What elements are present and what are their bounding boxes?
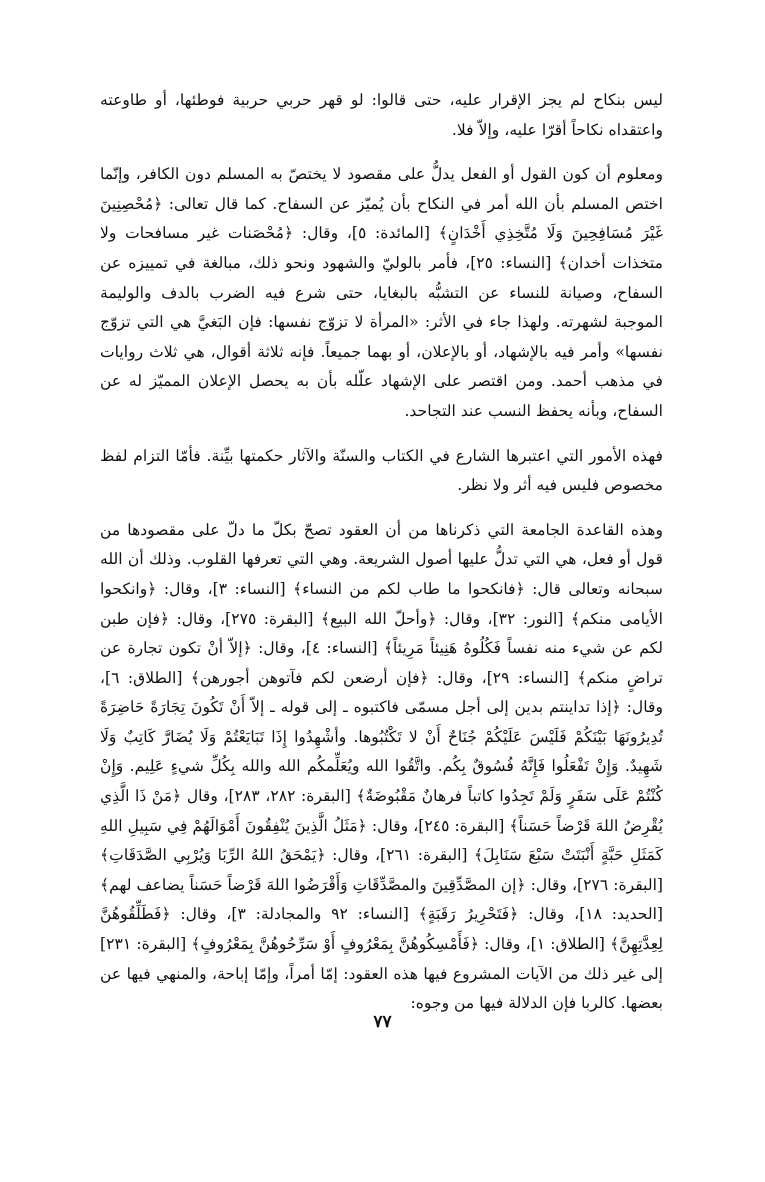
paragraph-3: فهذه الأمور التي اعتبرها الشارع في الكتاب والسنّة والآثار حكمتها بيِّنة. فأمّا التزام لفظ مخصوص فليس فيه أثر ولا نظر. <box>100 446 663 495</box>
paragraph-2: ومعلوم أن كون القول أو الفعل يدلُّ على مقصود لا يختصّ به المسلم دون الكافر، وإنّما اختص المسلم بأن الله أمر في النكاح بأن يُميّز عن السفاح. كما قال تعالى: ﴿مُحْصِنِينَ غَيْرَ مُسَافِحِينَ وَلَا مُتَّخِذِي أَخْدَانٍ﴾ [المائدة: ٥]، وقال: ﴿مُحْصَنات غير مسافحات ولا متخذات أخدان﴾ [النساء: ٢٥]، فأمر بالوليّ والشهود ونحو ذلك، مبالغة في تمييزه عن السفاح، وصيانة للنساء عن التشبُّه بالبغايا، حتى شرع فيه الضرب بالدف والوليمة الموجبة لشهرته. ولهذا جاء في الأثر: «المرأة لا تزوّج نفسها: فإن البَغيَّ هي التي تزوّج نفسها» وأمر فيه بالإشهاد، أو بالإعلان، أو بهما جميعاً. فإنه ثلاثة أقوال، هي ثلاث روايات في مذهب أحمد. ومن اقتصر على الإشهاد علّله بأن به يحصل الإعلان المميّز له عن السفاح، وبأنه يحفظ النسب عند التجاحد. <box>100 165 663 420</box>
paragraph-4: وهذه القاعدة الجامعة التي ذكرناها من أن العقود تصحّ بكلّ ما دلّ على مقصودها من قول أو فعل، هي التي تدلُّ عليها أصول الشريعة. وهي التي تعرفها القلوب. وذلك أن الله سبحانه وتعالى قال: ﴿فانكحوا ما طاب لكم من النساء﴾ [النساء: ٣]، وقال: ﴿وانكحوا الأيامى منكم﴾ [النور: ٣٢]، وقال: ﴿وأحلّ الله البيع﴾ [البقرة: ٢٧٥]، وقال: ﴿فإن طبن لكم عن شيء منه نفساً فَكُلُوهُ هَنِيئاً مَرِيئاً﴾ [النساء: ٤]، وقال: ﴿إلاّ أنْ تكون تجارة عن تراضٍ منكم﴾ [النساء: ٢٩]، وقال: ﴿فإن أرضعن لكم فآتوهن أجورهن﴾ [الطلاق: ٦]، وقال: ﴿إذا تداينتم بدين إلى أجل مسمّى فاكتبوه ـ إلى قوله ـ إلاّ أَنْ تَكُونَ تِجَارَةً حَاضِرَةً تُدِيرُونَهَا بَيْنَكُمْ فَلَيْسَ عَلَيْكُمْ جُنَاحٌ أَنْ لا تَكْتُبُوها. وأشْهِدُوا إِذَا تَبَايَعْتُمْ وَلَا يُضَارَّ كَاتِبٌ وَلَا شَهِيدٌ. وَإِنْ تَفْعَلُوا فَإِنَّهُ فُسُوقٌ بِكُم. واتَّقُوا الله ويُعَلِّمكُم الله والله بِكُلِّ شيءٍ عَلِيم. وَإِنْ كُنْتُمْ عَلَى سَفَرٍ وَلَمْ تَجِدُوا كاتباً فرهانٌ مَقْبُوضَةٌ﴾ [البقرة: ٢٨٢، ٢٨٣]، وقال ﴿مَنْ ذَا الَّذِي يُقْرِضُ اللهَ قَرْضاً حَسَناً﴾ [البقرة: ٢٤٥]، وقال: ﴿مَثَلُ الَّذِينَ يُنْفِقُونَ أَمْوَالَهُمْ فِي سَبِيلِ اللهِ كَمَثَلِ حَبَّةٍ أَنْبَتَتْ سَبْعَ سَنَابِلَ﴾ [البقرة: ٢٦١]، وقال: ﴿يَمْحَقُ اللهُ الرِّبَا وَيُرْبِي الصَّدَقَاتِ﴾ [البقرة: ٢٧٦]، وقال: ﴿إن المصَّدِّقِينَ والمصَّدِّقَاتِ وَأَقْرَضُوا اللهَ قَرْضاً حَسَناً يضاعف لهم﴾ [الحديد: ١٨]، وقال: ﴿فَتَحْرِيرُ رَقَبَةٍ﴾ [النساء: ٩٢ والمجادلة: ٣]، وقال: ﴿فَطَلِّقُوهُنَّ لِعِدَّتِهِنَّ﴾ [الطلاق: ١]، وقال: ﴿فَأَمْسِكُوهُنَّ بِمَعْرُوفٍ أَوْ سَرِّحُوهُنَّ بِمَعْرُوفٍ﴾ [البقرة: ٢٣١] إلى غير ذلك من الآيات المشروع فيها هذه العقود: إمّا أمراً، وإمّا إباحة، والمنهي فيها عن بعضها. كالربا فإن الدلالة فيها من وجوه: <box>100 520 664 1013</box>
paragraph-1: ليس بنكاح لم يجز الإقرار عليه، حتى قالوا: لو قهر حربي حربية فوطئها، أو طاوعته واعتقداه نكاحاً أقرّا عليه، وإلاّ فلا. <box>100 91 663 139</box>
page-number: ٧٧ <box>373 1012 392 1032</box>
